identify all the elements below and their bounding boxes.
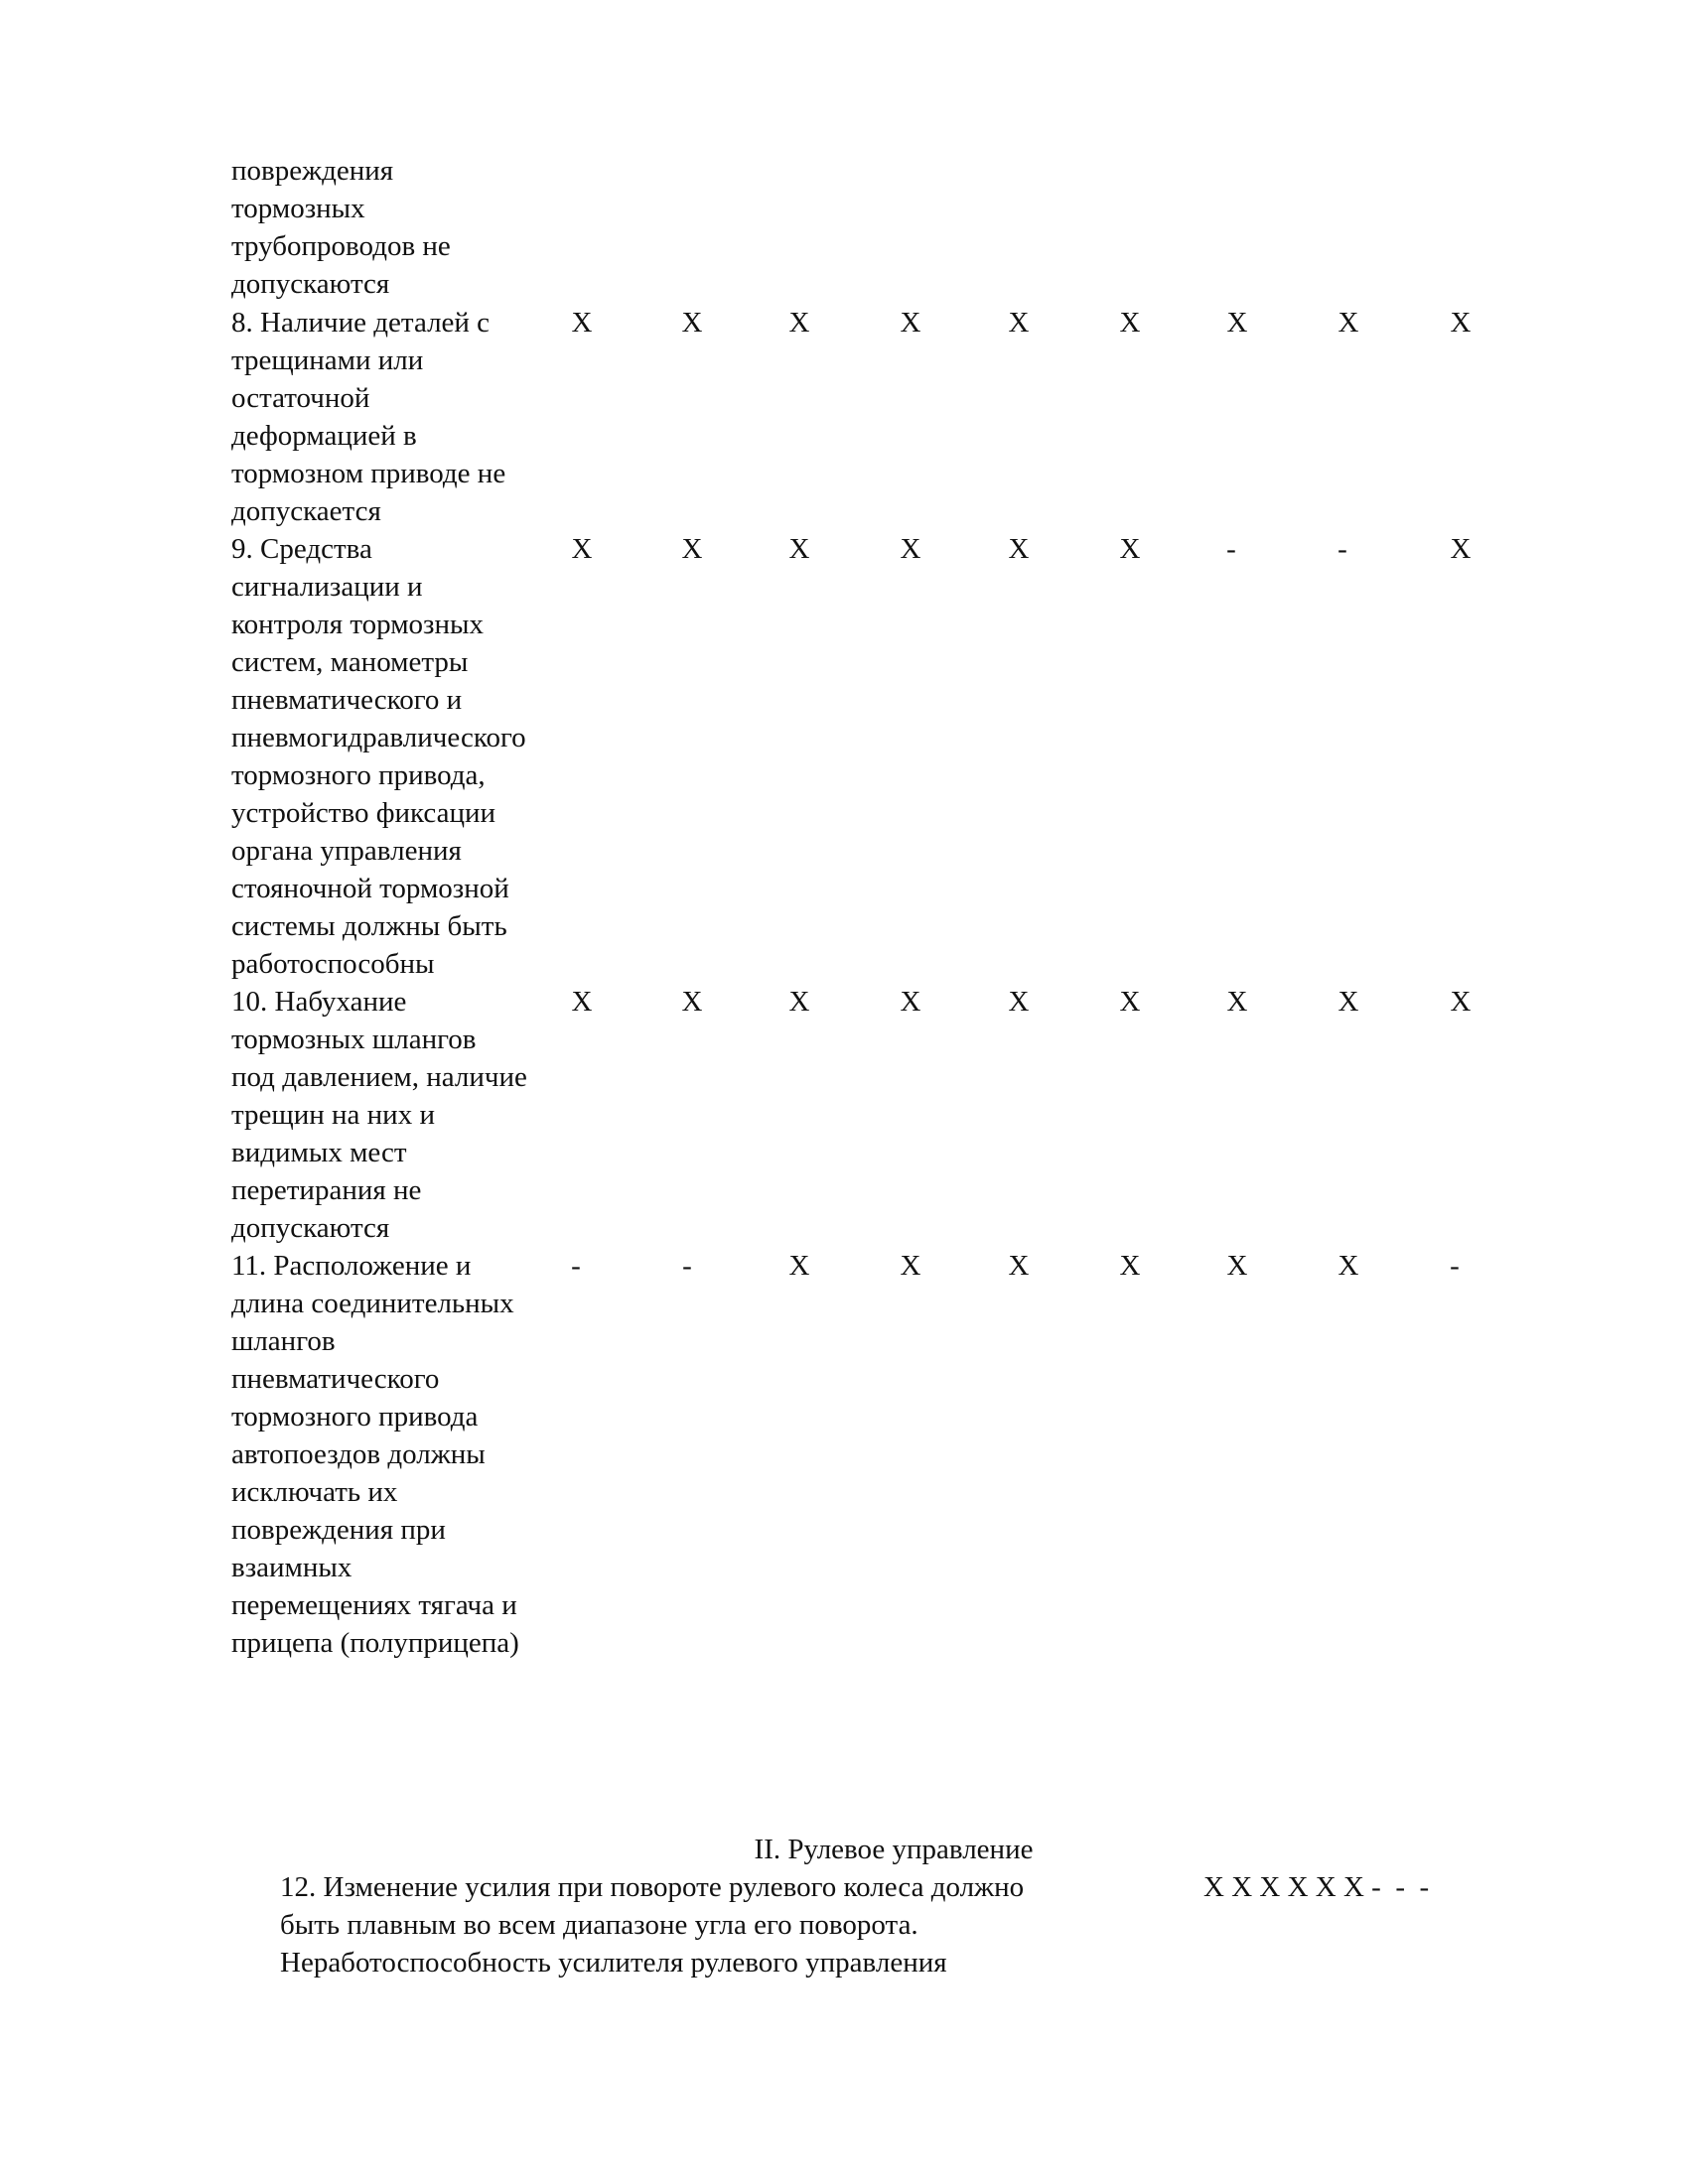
row-mark: X [1119,1250,1141,1282]
row-mark: X [1226,307,1248,339]
row-mark: X [1008,1250,1030,1282]
row-mark: X [1226,986,1248,1018]
row-mark: X [1450,533,1472,565]
row-mark: X [1119,986,1141,1018]
row-mark: X [900,533,921,565]
row-mark: - [1450,1250,1460,1282]
row-mark: - [682,1250,692,1282]
row-description: 11. Расположение и длина соединительных шлангов пневматического тормозного привода автопоездов должны исключать их повреждения при взаимных перемещениях тягача и прицепа (полуприцепа) [231,1250,519,1659]
row-mark: X [1119,533,1141,565]
row-mark: X [1337,986,1359,1018]
row-mark: X [1008,533,1030,565]
row-mark: X [1337,307,1359,339]
row-mark: X [1450,307,1472,339]
row-description: повреждения тормозных трубопроводов не допускаются [231,155,451,300]
row-mark: X [1337,1250,1359,1282]
row-mark: X [681,533,703,565]
item12-description: 12. Изменение усилия при повороте рулевого колеса должно быть плавным во всем диапазоне угла его поворота. Неработоспособность усилителя рулевого управления [280,1871,1025,1979]
row-mark: X [788,533,810,565]
row-mark: X [788,1250,810,1282]
row-mark: - [1337,533,1347,565]
row-mark: X [571,307,593,339]
row-mark: - [571,1250,581,1282]
row-mark: X [900,307,921,339]
row-mark: X [1008,307,1030,339]
row-mark: X [1226,1250,1248,1282]
row-mark: X [1008,986,1030,1018]
row-mark: X [681,307,703,339]
row-mark: X [900,1250,921,1282]
row-mark: X [571,533,593,565]
row-mark: X [900,986,921,1018]
row-mark: - [1226,533,1236,565]
row-description: 10. Набухание тормозных шлангов под давлением, наличие трещин на них и видимых мест перетирания не допускаются [231,986,527,1244]
row-mark: X [788,307,810,339]
row-mark: X [571,986,593,1018]
row-mark: X [681,986,703,1018]
item12-marks: X X X X X X - - - [1203,1871,1430,1903]
row-description: 8. Наличие деталей с трещинами или остаточной деформацией в тормозном приводе не допускается [231,307,506,527]
row-description: 9. Средства сигнализации и контроля тормозных систем, манометры пневматического и пневмогидравлического тормозного привода, устройство фиксации органа управления стояночной тормозной системы должны быть работоспособны [231,533,526,980]
row-mark: X [788,986,810,1018]
row-mark: X [1450,986,1472,1018]
section-title: II. Рулевое управление [754,1834,1034,1865]
row-mark: X [1119,307,1141,339]
